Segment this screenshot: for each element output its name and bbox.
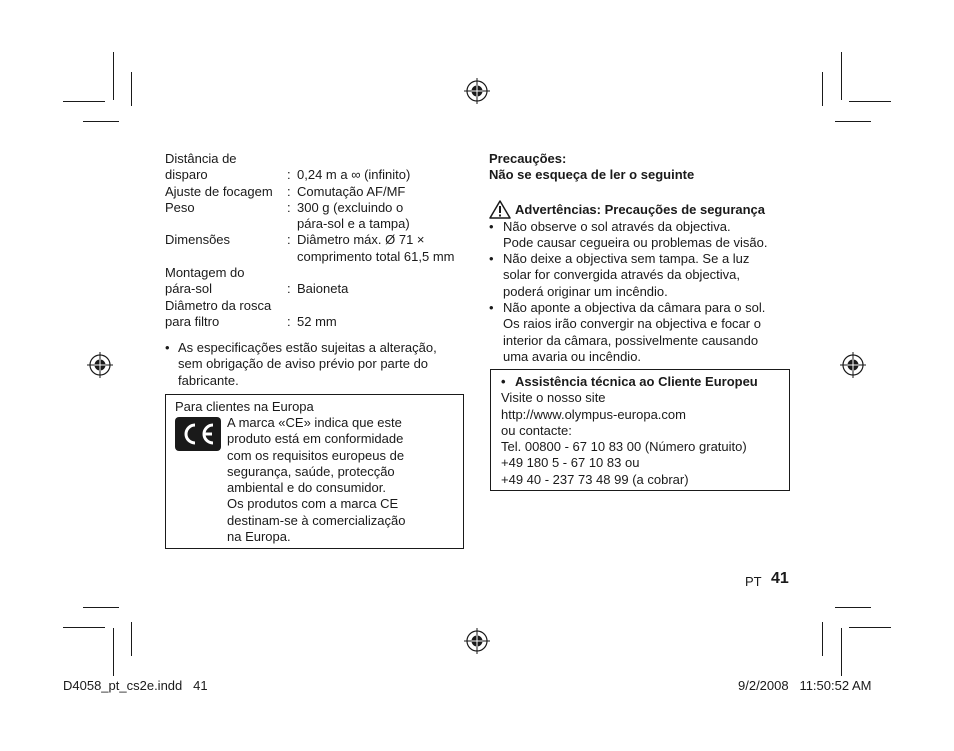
spec-row [165, 298, 465, 331]
crop-mark [83, 607, 119, 608]
registration-mark-icon [840, 352, 866, 378]
registration-mark-icon [87, 352, 113, 378]
spec-value: Baioneta [297, 281, 349, 297]
spec-value: 52 mm [297, 313, 337, 329]
spec-colon: : [287, 281, 291, 297]
specifications-table [165, 151, 465, 330]
support-phone: +49 180 5 - 67 10 83 ou [501, 455, 640, 471]
spec-row [165, 184, 465, 200]
crop-mark [131, 72, 132, 106]
page-language: PT [745, 574, 762, 589]
crop-mark [822, 72, 823, 106]
registration-mark-icon [464, 628, 490, 654]
crop-mark [63, 627, 105, 628]
ce-mark-icon [175, 417, 221, 451]
spec-row [165, 232, 465, 265]
bullet-marker: • [489, 251, 494, 267]
support-website-link[interactable]: http://www.olympus-europa.com [501, 406, 686, 422]
footer-file-info: D4058_pt_cs2e.indd 41 [63, 678, 208, 693]
crop-mark [131, 622, 132, 656]
spec-colon: : [287, 199, 291, 215]
registration-mark-icon [464, 78, 490, 104]
support-line: ou contacte: [501, 422, 572, 438]
spec-value: Comutação AF/MF [297, 183, 406, 199]
crop-mark [849, 627, 891, 628]
support-phone-paid: +49 40 - 237 73 48 99 (a cobrar) [501, 471, 689, 487]
crop-mark [835, 607, 871, 608]
crop-mark [113, 52, 114, 100]
bullet-marker: • [165, 340, 170, 355]
customer-support-box [490, 369, 790, 491]
spec-value: 300 g (excluindo o pára-sol e a tampa) [297, 199, 410, 232]
spec-label: Peso [165, 199, 195, 215]
bullet-marker: • [501, 374, 506, 389]
crop-mark [822, 622, 823, 656]
spec-label: Diâmetro da rosca para filtro [165, 297, 272, 329]
list-item: • Não observe o sol através da objectiva. Pode causar cegueira ou problemas de visão. [489, 218, 768, 250]
list-item: • Não aponte a objectiva da câmara para o sol. Os raios irão convergir na objectiva e focar o interior da câmara, possivelmente causando uma avaria ou incêndio. [489, 300, 766, 364]
spec-colon: : [287, 232, 291, 248]
precautions-subtitle: Não se esqueça de ler o seguinte [489, 167, 695, 183]
spec-label: Dimensões [165, 232, 231, 248]
spec-colon: : [287, 167, 291, 183]
list-item: • Não deixe a objectiva sem tampa. Se a luz solar for convergida através da objectiva, poderá originar um incêndio. [489, 251, 750, 299]
spec-colon: : [287, 183, 291, 199]
spec-colon: : [287, 313, 291, 329]
spec-value: 0,24 m a ∞ (infinito) [297, 167, 411, 183]
crop-mark [849, 101, 891, 102]
ce-notice-box [165, 394, 464, 549]
spec-value: Diâmetro máx. Ø 71 × comprimento total 61,5 mm [297, 232, 455, 264]
spec-label: Distância de disparo [165, 151, 237, 183]
spec-row [165, 200, 465, 233]
precautions-section [489, 151, 799, 365]
ce-notice-heading: Para clientes na Europa [175, 399, 314, 414]
ce-notice-text: A marca «CE» indica que este produto está em conformidade com os requisitos europeus de segurança, saúde, protecção ambiental e do consumidor. Os produtos com a marca CE destinam-se à comercialização na Europa. [227, 415, 406, 545]
crop-mark [841, 628, 842, 676]
crop-mark [63, 101, 105, 102]
bullet-marker: • [489, 218, 494, 234]
spec-row [165, 151, 465, 184]
note-text: As especificações estão sujeitas a alteração, sem obrigação de aviso prévio por parte do fabricante. [178, 340, 437, 388]
footer-timestamp: 9/2/2008 11:50:52 AM [738, 678, 872, 693]
crop-mark [113, 628, 114, 676]
spec-label: Montagem do pára-sol [165, 265, 245, 297]
precautions-title: Precauções: [489, 151, 567, 166]
spec-row [165, 265, 465, 298]
crop-mark [835, 121, 871, 122]
page-number: 41 [771, 570, 789, 587]
support-title: • Assistência técnica ao Cliente Europeu [501, 374, 758, 389]
warning-heading [489, 200, 799, 219]
warning-triangle-icon [489, 200, 511, 219]
bullet-marker: • [489, 300, 494, 316]
support-phone-free: Tel. 00800 - 67 10 83 00 (Número gratuito) [501, 439, 747, 455]
support-line: Visite o nosso site [501, 390, 606, 406]
specifications-note [165, 340, 463, 389]
crop-mark [841, 52, 842, 100]
crop-mark [83, 121, 119, 122]
spec-label: Ajuste de focagem [165, 183, 273, 199]
warning-heading-text: Advertências: Precauções de segurança [515, 202, 766, 218]
warnings-list [489, 219, 799, 366]
